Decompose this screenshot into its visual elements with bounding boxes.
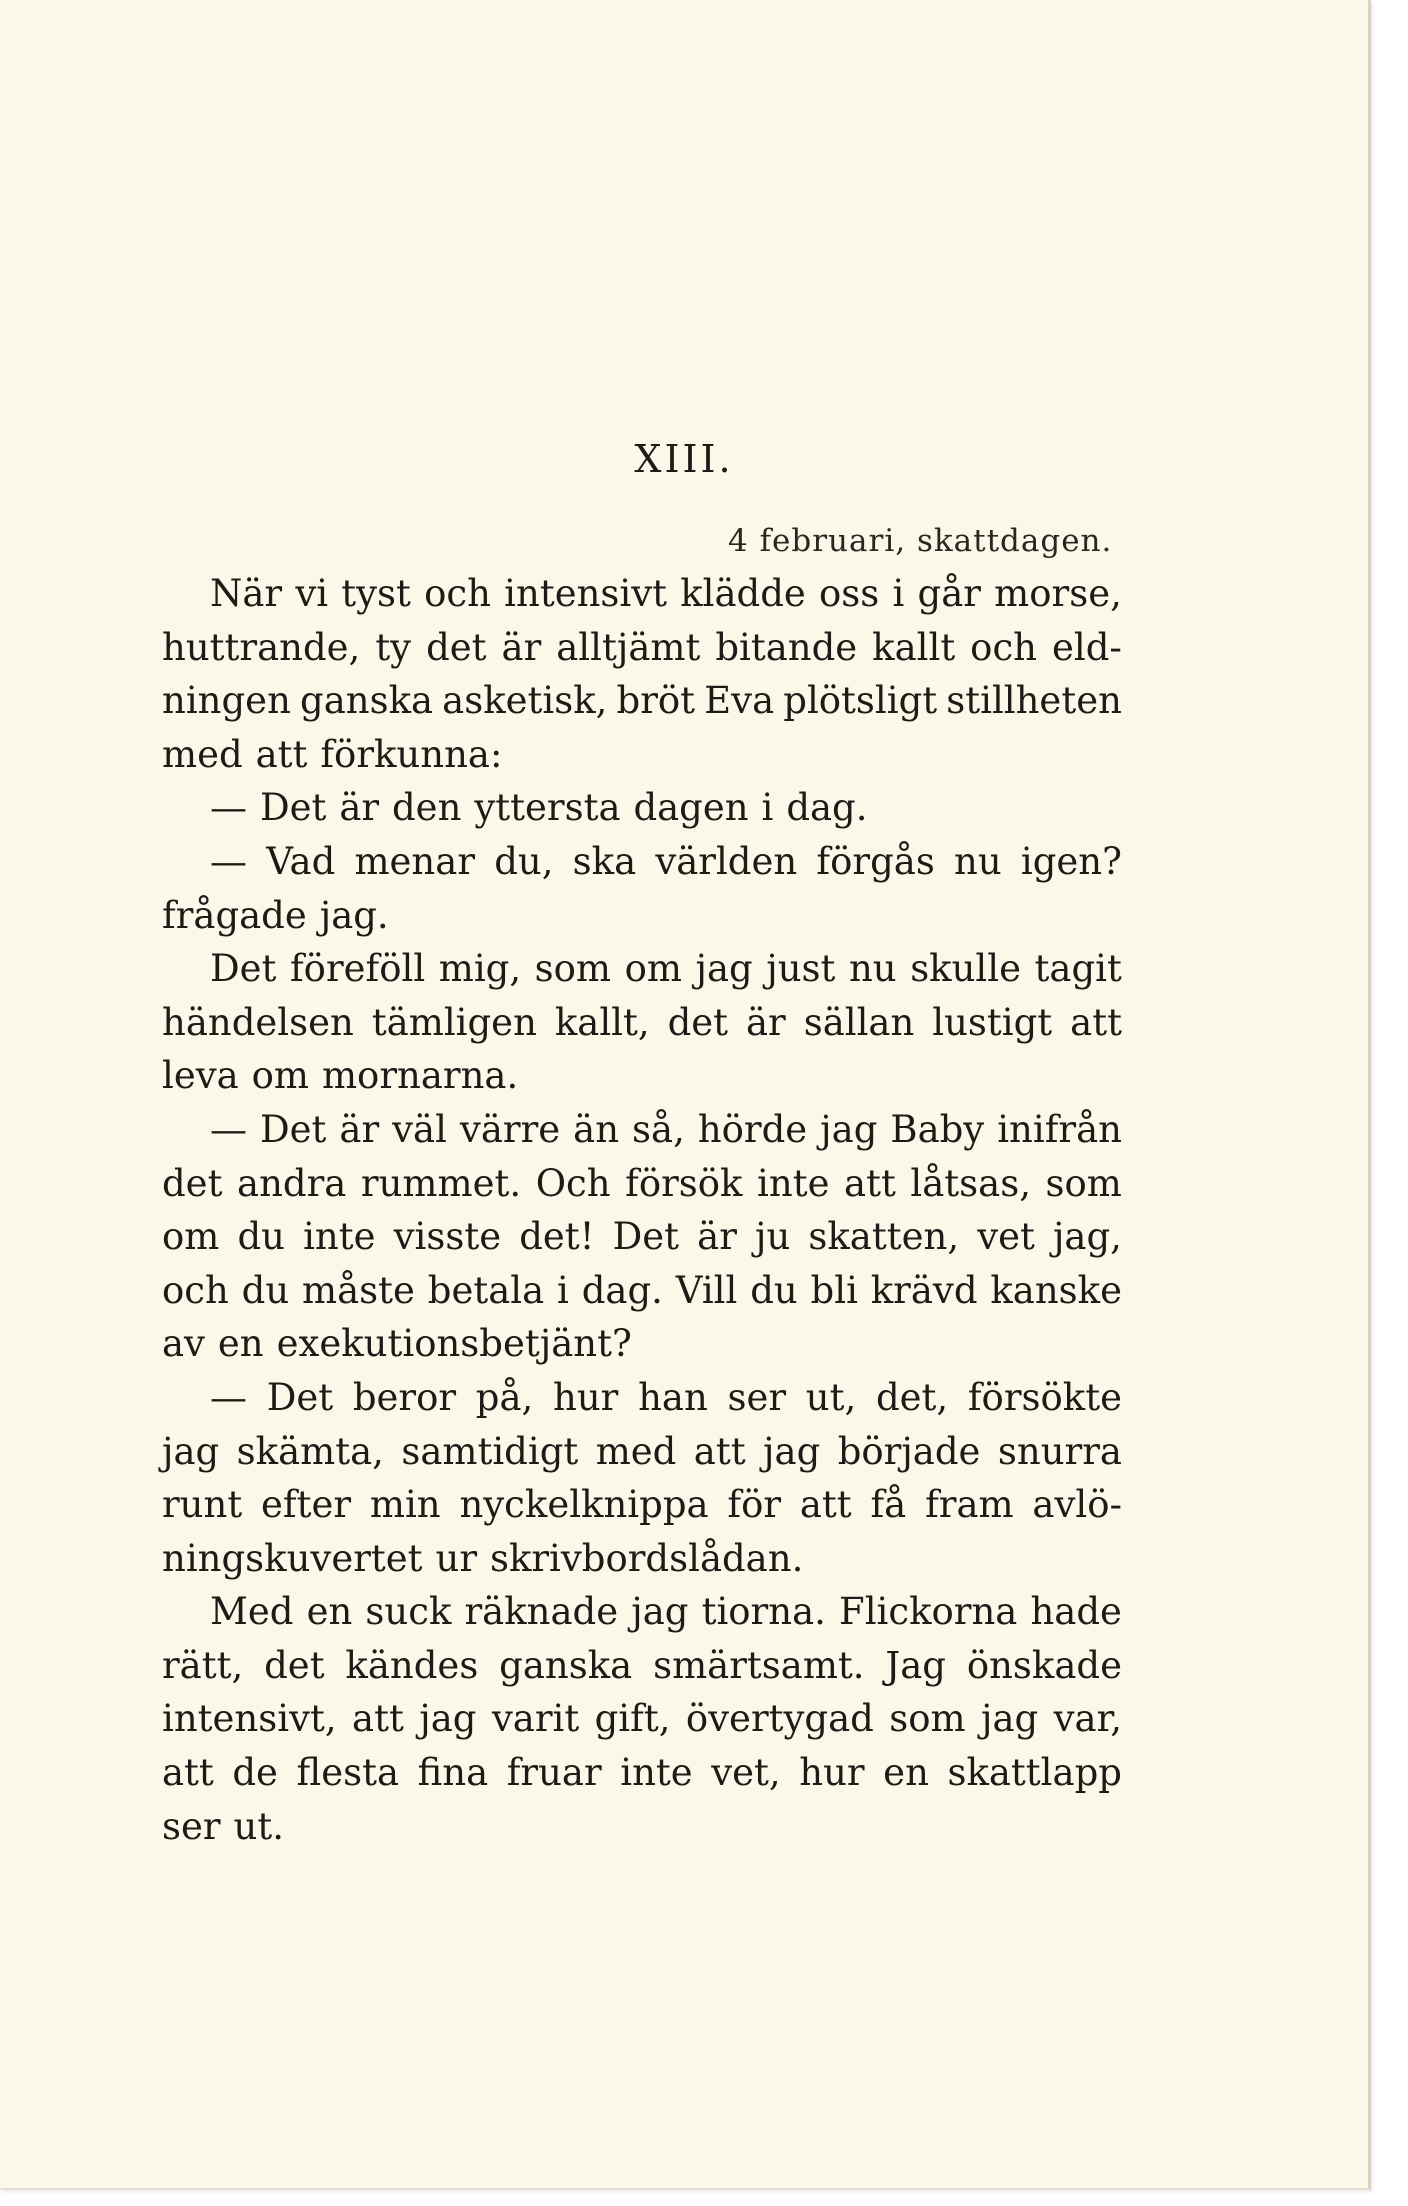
word: Flickorna — [839, 1590, 1018, 1634]
word: hur — [553, 1375, 619, 1419]
word: fram — [925, 1483, 1014, 1527]
word: jag — [820, 1107, 878, 1151]
word: plötsligt — [783, 679, 938, 723]
word: Det — [210, 947, 277, 991]
word: försök — [625, 1161, 743, 1205]
word: du — [750, 1268, 798, 1312]
word: ganska — [499, 1643, 633, 1687]
word: det — [667, 1000, 729, 1044]
word: nu — [848, 947, 897, 991]
word: mig, — [438, 947, 522, 991]
word: är — [697, 1215, 737, 1259]
word: värre — [459, 1107, 561, 1151]
word: inte — [620, 1751, 693, 1795]
word: yttersta — [474, 786, 621, 830]
text-line — [162, 894, 1122, 948]
word: är — [746, 1000, 786, 1044]
word: att — [799, 1483, 852, 1527]
word: den — [392, 786, 462, 830]
word: ganska — [300, 679, 434, 723]
word: det — [426, 625, 487, 669]
word: krävd — [870, 1268, 978, 1312]
word: intensivt — [504, 572, 668, 615]
text-line — [162, 1483, 1122, 1537]
word: skämta, — [236, 1429, 384, 1473]
word: jag — [162, 1429, 220, 1473]
word: tiorna. — [701, 1590, 826, 1634]
word: vet — [977, 1215, 1035, 1259]
word: inte — [303, 1215, 376, 1259]
word: övertygad — [685, 1697, 874, 1741]
word: är — [501, 625, 542, 669]
word: det — [162, 1161, 223, 1205]
word: just — [766, 947, 836, 991]
word: på, — [475, 1375, 534, 1419]
word: stillheten — [946, 679, 1122, 723]
word: få — [870, 1483, 907, 1527]
text-line — [162, 1162, 1122, 1216]
word: hörde — [697, 1107, 808, 1151]
word: väl — [392, 1107, 447, 1151]
text-line — [162, 1644, 1122, 1698]
word: i — [557, 1268, 569, 1312]
word: beror — [352, 1375, 457, 1419]
word: att — [162, 1751, 214, 1795]
word: dag. — [786, 786, 868, 830]
word: i — [892, 572, 905, 615]
word: ser — [727, 1375, 787, 1419]
word: du — [241, 1268, 290, 1312]
word: alltjämt — [556, 625, 701, 669]
word: Vad — [266, 839, 336, 883]
word: ut. — [233, 1804, 284, 1848]
word: går — [917, 572, 981, 615]
word: runt — [162, 1483, 243, 1527]
word: Vill — [675, 1268, 738, 1312]
word: med — [595, 1429, 677, 1473]
dateline: 4 februari, skattdagen. — [728, 523, 1113, 559]
text-line — [162, 626, 1122, 680]
text-line — [162, 947, 1122, 1001]
word: om — [251, 1054, 310, 1098]
word: Eva — [704, 679, 775, 723]
word: skulle — [910, 947, 1021, 991]
word: efter — [261, 1483, 352, 1527]
text-line — [162, 1376, 1122, 1430]
word: andra — [237, 1161, 347, 1205]
word: leva — [162, 1054, 239, 1098]
word: gift, — [594, 1697, 671, 1741]
word: och — [424, 572, 491, 615]
word: Det — [612, 1215, 680, 1259]
word: — — [210, 839, 247, 883]
word: dagen — [633, 786, 749, 830]
word: världen — [655, 839, 798, 883]
text-line — [162, 1269, 1122, 1323]
word: — — [210, 1107, 247, 1151]
word: att — [255, 732, 308, 776]
word: är — [339, 786, 380, 830]
word: tagit — [1034, 947, 1122, 991]
word: för — [727, 1483, 782, 1527]
word: var, — [1053, 1697, 1122, 1741]
word: önskade — [966, 1643, 1122, 1687]
word: föreföll — [289, 947, 426, 991]
word: som — [889, 1697, 966, 1741]
word: räknade — [464, 1590, 619, 1634]
word: och — [970, 625, 1037, 669]
word: När — [210, 572, 283, 615]
text-line — [162, 1054, 1122, 1108]
word: att — [1070, 1000, 1122, 1044]
word: igen? — [1020, 839, 1122, 883]
word: eld- — [1051, 625, 1122, 669]
word: mornarna. — [321, 1054, 519, 1098]
word: kallt — [872, 625, 956, 669]
word: tyst — [341, 572, 411, 615]
word: Och — [535, 1161, 611, 1205]
word: som — [1045, 1161, 1122, 1205]
word: fina — [417, 1751, 489, 1795]
word: sällan — [803, 1000, 915, 1044]
word: nyckelknippa — [459, 1483, 709, 1527]
word: att — [352, 1697, 404, 1741]
word: rummet. — [360, 1161, 522, 1205]
word: suck — [365, 1590, 452, 1634]
word: ju — [754, 1215, 791, 1259]
word: skrivbordslådan. — [489, 1536, 804, 1580]
text-line — [162, 679, 1122, 733]
word: frågade — [162, 893, 307, 937]
text-line — [162, 1215, 1122, 1269]
word: kändes — [345, 1643, 479, 1687]
word: jag — [695, 947, 753, 991]
word: jag, — [1052, 1215, 1122, 1259]
word: så, — [632, 1107, 685, 1151]
word: Baby — [890, 1107, 985, 1151]
text-line — [162, 1430, 1122, 1484]
text-line — [162, 1322, 1122, 1376]
word: dag. — [581, 1268, 663, 1312]
word: började — [837, 1429, 981, 1473]
word: flesta — [296, 1751, 400, 1795]
word: Det — [259, 1107, 327, 1151]
word: är — [339, 1107, 380, 1151]
word: som — [534, 947, 612, 991]
word: huttrande, — [162, 625, 361, 669]
word: smärtsamt. — [653, 1643, 865, 1687]
word: ty — [375, 625, 412, 669]
word: jag — [763, 1429, 821, 1473]
word: det! — [519, 1215, 595, 1259]
word: oss — [819, 572, 880, 615]
word: Det — [259, 786, 327, 830]
word: Det — [266, 1375, 334, 1419]
word: betala — [427, 1268, 545, 1312]
word: Jag — [885, 1643, 946, 1687]
word: bröt — [616, 679, 696, 723]
word: måste — [302, 1268, 415, 1312]
word: ser — [162, 1804, 221, 1848]
word: inte — [757, 1161, 830, 1205]
text-line — [162, 1001, 1122, 1055]
word: en — [306, 1590, 353, 1634]
word: det, — [875, 1375, 949, 1419]
word: försökte — [967, 1375, 1122, 1419]
word: klädde — [680, 572, 806, 615]
word: skattlapp — [947, 1751, 1122, 1795]
word: att — [844, 1161, 896, 1205]
word: du — [237, 1215, 285, 1259]
word: ska — [572, 839, 637, 883]
word: jag — [981, 1697, 1039, 1741]
word: jag — [419, 1697, 477, 1741]
word: samtidigt — [401, 1429, 579, 1473]
text-line — [162, 733, 1122, 787]
chapter-heading: XIII. — [634, 437, 734, 481]
word: kallt, — [554, 1000, 650, 1044]
text-line — [162, 572, 1122, 626]
word: fruar — [506, 1751, 602, 1795]
word: tämligen — [371, 1000, 537, 1044]
word: kanske — [990, 1268, 1122, 1312]
word: bli — [810, 1268, 858, 1312]
word: de — [232, 1751, 278, 1795]
word: det — [264, 1643, 325, 1687]
text-line — [162, 1108, 1122, 1162]
word: min — [369, 1483, 441, 1527]
text-line — [162, 1751, 1122, 1805]
word: ut, — [805, 1375, 857, 1419]
text-line — [162, 1590, 1122, 1644]
word: låtsas, — [910, 1161, 1031, 1205]
word: morse, — [994, 572, 1122, 615]
word: jag. — [319, 893, 389, 937]
word: nu — [954, 839, 1002, 883]
word: rätt, — [162, 1643, 244, 1687]
word: skatten, — [808, 1215, 960, 1259]
word: — — [210, 786, 247, 830]
word: att — [693, 1429, 746, 1473]
word: bitande — [715, 625, 858, 669]
word: varit — [491, 1697, 580, 1741]
word: ningen — [162, 679, 291, 723]
word: asketisk, — [442, 679, 608, 723]
word: vi — [295, 572, 329, 615]
text-line — [162, 1697, 1122, 1751]
word: ningskuvertet — [162, 1536, 423, 1580]
word: vet, — [711, 1751, 781, 1795]
word: exekutionsbetjänt? — [276, 1322, 632, 1366]
text-line — [162, 786, 1122, 840]
text-line — [162, 1537, 1122, 1591]
word: du, — [494, 839, 554, 883]
word: inifrån — [997, 1107, 1122, 1151]
word: en — [883, 1751, 929, 1795]
word: av — [162, 1322, 205, 1366]
word: jag — [631, 1590, 689, 1634]
word: en — [217, 1322, 264, 1366]
word: han — [638, 1375, 708, 1419]
word: hade — [1030, 1590, 1122, 1634]
word: i — [761, 786, 774, 830]
word: Med — [210, 1590, 294, 1634]
word: och — [162, 1268, 229, 1312]
word: än — [573, 1107, 620, 1151]
word: lustigt — [932, 1000, 1053, 1044]
word: om — [162, 1215, 220, 1259]
text-line — [162, 840, 1122, 894]
word: ur — [435, 1536, 478, 1580]
word: intensivt, — [162, 1697, 337, 1741]
word: visste — [393, 1215, 502, 1259]
word: avlö- — [1032, 1483, 1122, 1527]
word: — — [210, 1375, 247, 1419]
word: menar — [354, 839, 476, 883]
word: förgås — [816, 839, 935, 883]
word: med — [162, 732, 243, 776]
word: förkunna: — [320, 732, 503, 776]
word: hur — [799, 1751, 865, 1795]
text-line — [162, 1805, 1122, 1859]
word: snurra — [997, 1429, 1122, 1473]
word: om — [624, 947, 682, 991]
word: händelsen — [162, 1000, 354, 1044]
body-text — [162, 572, 1122, 1858]
